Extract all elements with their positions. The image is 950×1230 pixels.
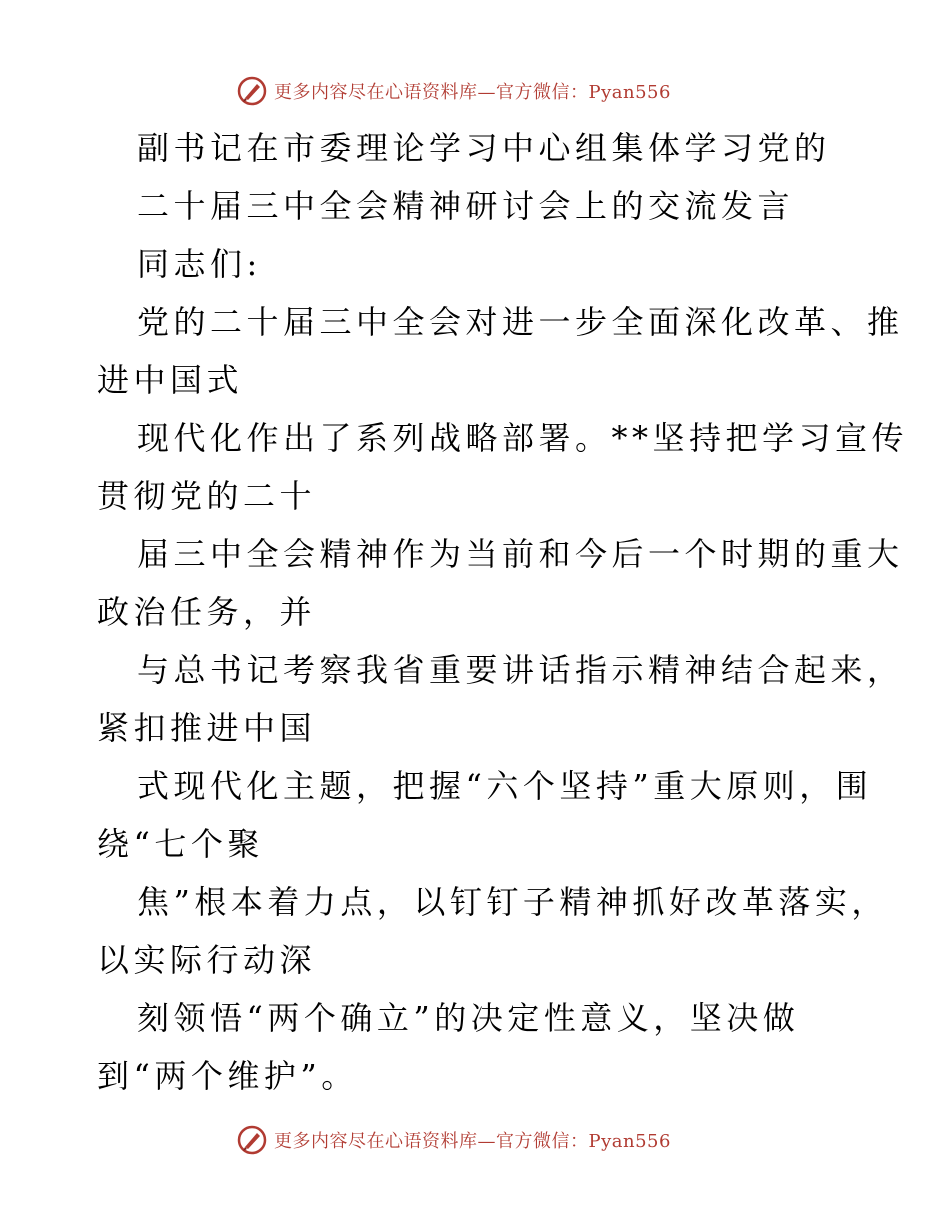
paragraph-line: 政治任务，并 — [97, 593, 317, 631]
header-banner — [236, 73, 671, 109]
title-line-1: 副书记在市委理论学习中心组集体学习党的 — [137, 129, 831, 167]
paragraph-line: 以实际行动深 — [97, 941, 317, 979]
paragraph-line: 现代化作出了系列战略部署。**坚持把学习宣传 — [137, 419, 909, 457]
paragraph-line: 刻领悟“两个确立”的决定性意义，坚决做 — [137, 999, 800, 1037]
salutation: 同志们: — [137, 245, 262, 283]
paragraph-line: 党的二十届三中全会对进一步全面深化改革、推 — [137, 303, 904, 341]
pen-logo-icon — [236, 75, 268, 107]
paragraph-line: 绕“七个聚 — [97, 825, 264, 863]
header-banner-text: 更多内容尽在心语资料库—官方微信：Pyan556 — [274, 82, 671, 103]
footer-banner-text: 更多内容尽在心语资料库—官方微信：Pyan556 — [274, 1131, 671, 1152]
pen-logo-icon — [236, 1124, 268, 1156]
paragraph-line: 届三中全会精神作为当前和今后一个时期的重大 — [137, 535, 904, 573]
paragraph-line: 焦”根本着力点，以钉钉子精神抓好改革落实， — [137, 883, 888, 921]
paragraph-line: 到“两个维护”。 — [97, 1057, 358, 1095]
paragraph-line: 紧扣推进中国 — [97, 709, 317, 747]
paragraph-line: 与总书记考察我省重要讲话指示精神结合起来， — [137, 651, 904, 689]
paragraph-line: 贯彻党的二十 — [97, 477, 317, 515]
paragraph-line: 进中国式 — [97, 361, 244, 399]
footer-banner — [236, 1122, 671, 1158]
paragraph-line: 式现代化主题，把握“六个坚持”重大原则，围 — [137, 767, 873, 805]
title-line-2: 二十届三中全会精神研讨会上的交流发言 — [137, 187, 795, 225]
